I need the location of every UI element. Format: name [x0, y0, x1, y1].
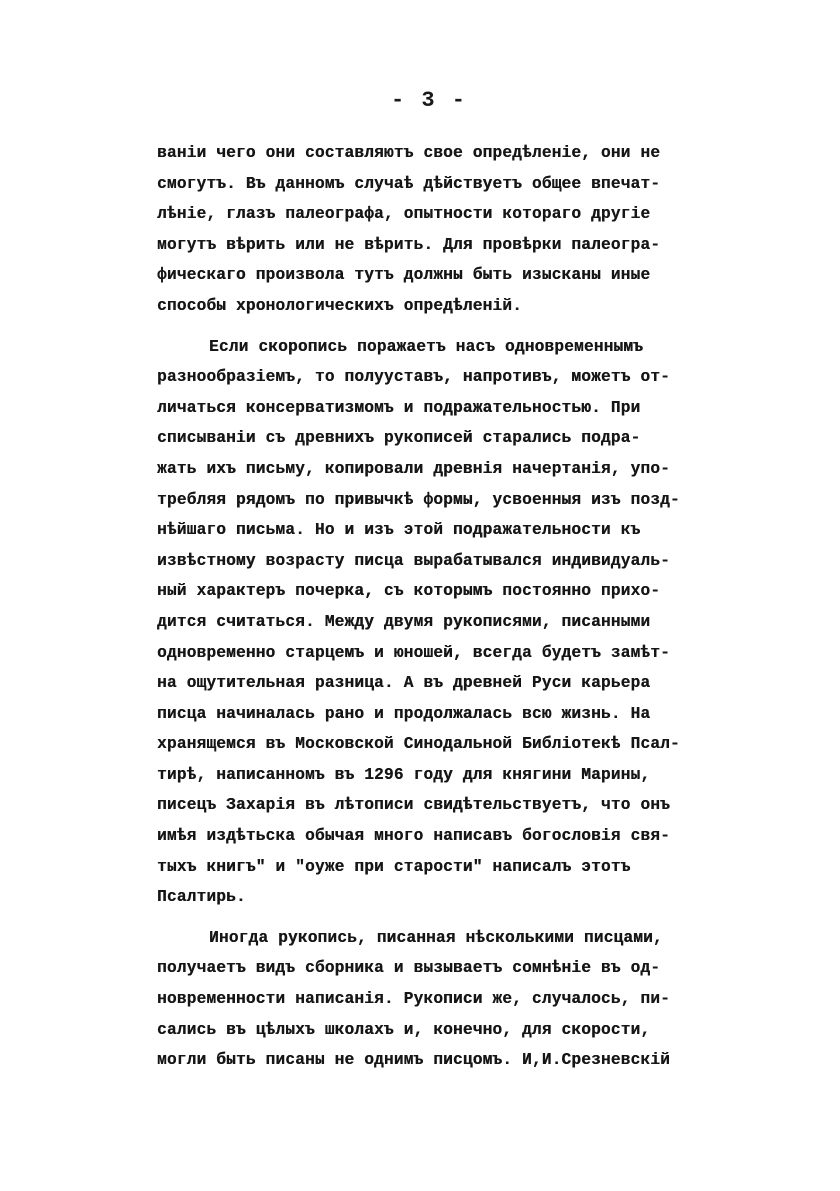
text-line: Псалтирь. — [157, 888, 246, 907]
text-line: получаетъ видъ сборника и вызываетъ сомнѣнiе въ од- — [157, 959, 661, 978]
text-line: разнообразiемъ, то полууставъ, напротивъ, можетъ от- — [157, 368, 670, 387]
text-line: списыванiи съ древнихъ рукописей старались подра- — [157, 429, 641, 448]
paragraph-3 — [157, 923, 727, 1076]
text-line: способы хронологическихъ опредѣленiй. — [157, 296, 522, 315]
text-line: сались въ цѣлыхъ школахъ и, конечно, для скорости, — [157, 1020, 651, 1039]
text-line: нѣйшаго письма. Но и изъ этой подражательности къ — [157, 521, 641, 540]
text-line: требляя рядомъ по привычкѣ формы, усвоенныя изъ позд- — [157, 490, 680, 509]
text-line: дится считаться. Между двумя рукописями, писанными — [157, 612, 651, 631]
text-line: ванiи чего они составляютъ свое опредѣленiе, они не — [157, 144, 661, 162]
text-line: одновременно старцемъ и юношей, всегда будетъ замѣт- — [157, 643, 670, 662]
text-line: Если скоропись поражаетъ насъ одновременнымъ — [209, 337, 644, 356]
text-line: писецъ Захарiя въ лѣтописи свидѣтельствуетъ, что онъ — [157, 796, 670, 815]
paragraph-1 — [157, 138, 727, 322]
text-line: лѣнiе, глазъ палеографа, опытности котораго другiе — [157, 205, 651, 224]
paragraph-2 — [157, 332, 727, 913]
text-line: Иногда рукопись, писанная нѣсколькими писцами, — [209, 928, 663, 947]
text-line: тирѣ, написанномъ въ 1296 году для княгини Марины, — [157, 765, 651, 784]
text-line: на ощутительная разница. А въ древней Руси карьера — [157, 674, 651, 693]
text-line: извѣстному возрасту писца вырабатывался индивидуаль- — [157, 551, 670, 570]
text-line: могутъ вѣрить или не вѣрить. Для провѣрки палеогра- — [157, 235, 661, 254]
paragraph-spacer — [157, 322, 727, 332]
text-line: писца начиналась рано и продолжалась всю жизнь. На — [157, 704, 651, 723]
text-line: жать ихъ письму, копировали древнiя начертанiя, упо- — [157, 459, 670, 478]
document-body — [157, 138, 727, 1076]
text-line: имѣя издѣтьска обычая много написавъ богословiя свя- — [157, 827, 670, 846]
page-number: - 3 - — [390, 88, 467, 113]
text-line: фическаго произвола тутъ должны быть изысканы иные — [157, 266, 651, 285]
text-line: хранящемся въ Московской Синодальной Библiотекѣ Псал- — [157, 735, 680, 754]
text-line: личаться консерватизмомъ и подражательностью. При — [157, 398, 641, 417]
text-line: могли быть писаны не однимъ писцомъ. И,И.Срезневскiй — [157, 1051, 670, 1070]
paragraph-spacer — [157, 913, 727, 923]
text-line: новременности написанiя. Рукописи же, случалось, пи- — [157, 990, 670, 1009]
text-line: смогутъ. Въ данномъ случаѣ дѣйствуетъ общее впечат- — [157, 174, 661, 193]
text-line: тыхъ книгъ" и "оуже при старости" написалъ этотъ — [157, 857, 631, 876]
text-line: ный характеръ почерка, съ которымъ постоянно прихо- — [157, 582, 661, 601]
